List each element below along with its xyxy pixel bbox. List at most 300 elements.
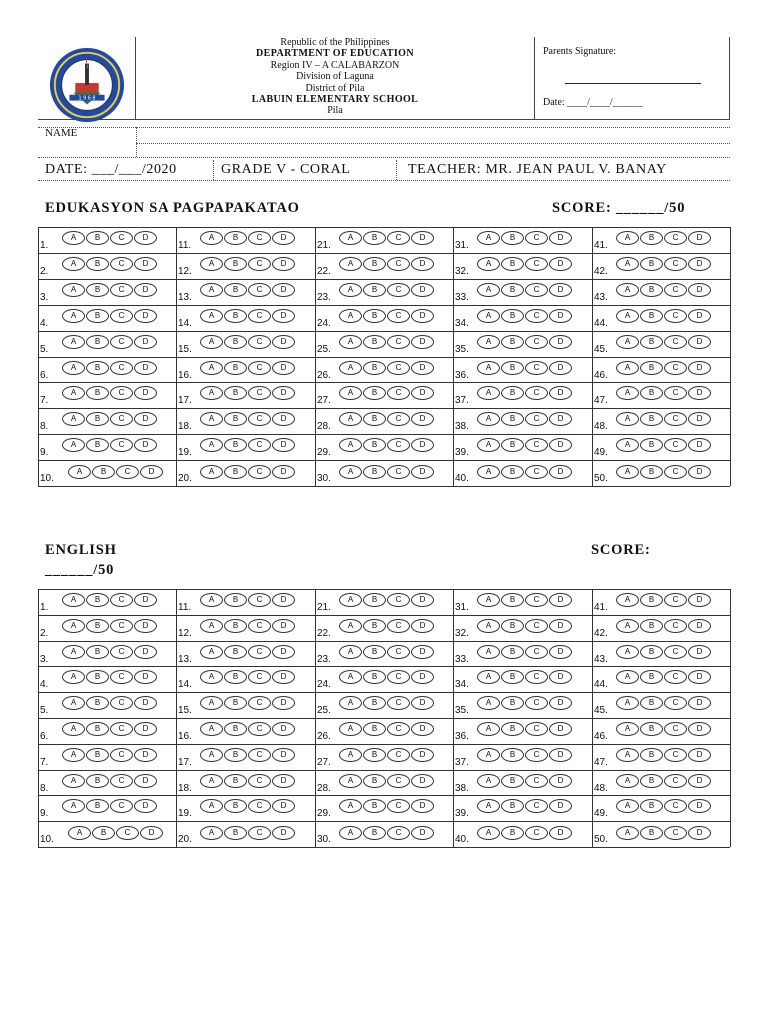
answer-bubble-c[interactable]: C	[387, 335, 410, 349]
answer-bubble-b[interactable]: B	[224, 670, 247, 684]
answer-bubble-a[interactable]: A	[339, 774, 362, 788]
answer-bubble-a[interactable]: A	[200, 231, 223, 245]
answer-bubble-d[interactable]: D	[549, 774, 572, 788]
answer-bubble-d[interactable]: D	[272, 412, 295, 426]
answer-bubble-a[interactable]: A	[616, 386, 639, 400]
answer-bubble-c[interactable]: C	[248, 335, 271, 349]
answer-bubble-d[interactable]: D	[549, 670, 572, 684]
answer-bubble-a[interactable]: A	[62, 593, 85, 607]
answer-bubble-d[interactable]: D	[549, 412, 572, 426]
answer-bubble-c[interactable]: C	[248, 283, 271, 297]
answer-bubble-d[interactable]: D	[411, 696, 434, 710]
answer-bubble-b[interactable]: B	[501, 361, 524, 375]
answer-bubble-a[interactable]: A	[477, 412, 500, 426]
answer-bubble-a[interactable]: A	[339, 619, 362, 633]
answer-bubble-b[interactable]: B	[224, 412, 247, 426]
answer-bubble-d[interactable]: D	[688, 722, 711, 736]
answer-bubble-d[interactable]: D	[549, 231, 572, 245]
answer-bubble-a[interactable]: A	[477, 438, 500, 452]
answer-bubble-c[interactable]: C	[525, 799, 548, 813]
answer-bubble-b[interactable]: B	[363, 438, 386, 452]
answer-bubble-c[interactable]: C	[387, 283, 410, 297]
answer-bubble-d[interactable]: D	[272, 438, 295, 452]
answer-bubble-c[interactable]: C	[525, 696, 548, 710]
answer-bubble-a[interactable]: A	[616, 826, 639, 840]
answer-bubble-b[interactable]: B	[363, 670, 386, 684]
date-field[interactable]: DATE: ___/___/2020	[45, 162, 177, 177]
answer-bubble-c[interactable]: C	[248, 619, 271, 633]
signature-date[interactable]: Date: ____/____/______	[543, 97, 643, 108]
answer-bubble-d[interactable]: D	[272, 361, 295, 375]
answer-bubble-d[interactable]: D	[411, 335, 434, 349]
answer-bubble-c[interactable]: C	[525, 257, 548, 271]
answer-bubble-a[interactable]: A	[339, 361, 362, 375]
answer-bubble-d[interactable]: D	[272, 465, 295, 479]
answer-bubble-d[interactable]: D	[549, 438, 572, 452]
answer-bubble-b[interactable]: B	[224, 645, 247, 659]
answer-bubble-a[interactable]: A	[200, 799, 223, 813]
answer-bubble-d[interactable]: D	[140, 465, 163, 479]
answer-bubble-b[interactable]: B	[363, 696, 386, 710]
answer-bubble-c[interactable]: C	[664, 283, 687, 297]
answer-bubble-d[interactable]: D	[134, 593, 157, 607]
answer-bubble-a[interactable]: A	[339, 670, 362, 684]
answer-bubble-c[interactable]: C	[525, 670, 548, 684]
answer-bubble-c[interactable]: C	[387, 386, 410, 400]
answer-bubble-b[interactable]: B	[363, 257, 386, 271]
answer-bubble-d[interactable]: D	[549, 283, 572, 297]
answer-bubble-a[interactable]: A	[62, 386, 85, 400]
answer-bubble-a[interactable]: A	[62, 257, 85, 271]
answer-bubble-a[interactable]: A	[200, 748, 223, 762]
answer-bubble-d[interactable]: D	[688, 670, 711, 684]
answer-bubble-b[interactable]: B	[224, 361, 247, 375]
answer-bubble-c[interactable]: C	[248, 645, 271, 659]
answer-bubble-d[interactable]: D	[134, 645, 157, 659]
answer-bubble-a[interactable]: A	[339, 645, 362, 659]
answer-bubble-d[interactable]: D	[140, 826, 163, 840]
answer-bubble-b[interactable]: B	[86, 412, 109, 426]
answer-bubble-b[interactable]: B	[224, 774, 247, 788]
answer-bubble-a[interactable]: A	[200, 722, 223, 736]
answer-bubble-d[interactable]: D	[272, 774, 295, 788]
answer-bubble-a[interactable]: A	[200, 257, 223, 271]
answer-bubble-a[interactable]: A	[616, 619, 639, 633]
answer-bubble-b[interactable]: B	[363, 774, 386, 788]
answer-bubble-a[interactable]: A	[616, 335, 639, 349]
answer-bubble-a[interactable]: A	[339, 283, 362, 297]
answer-bubble-c[interactable]: C	[248, 386, 271, 400]
answer-bubble-b[interactable]: B	[224, 465, 247, 479]
answer-bubble-c[interactable]: C	[664, 361, 687, 375]
answer-bubble-a[interactable]: A	[339, 231, 362, 245]
answer-bubble-d[interactable]: D	[134, 335, 157, 349]
answer-bubble-d[interactable]: D	[134, 386, 157, 400]
answer-bubble-c[interactable]: C	[525, 283, 548, 297]
answer-bubble-a[interactable]: A	[339, 696, 362, 710]
answer-bubble-d[interactable]: D	[549, 619, 572, 633]
answer-bubble-d[interactable]: D	[134, 231, 157, 245]
answer-bubble-d[interactable]: D	[134, 799, 157, 813]
answer-bubble-d[interactable]: D	[272, 826, 295, 840]
answer-bubble-d[interactable]: D	[272, 283, 295, 297]
answer-bubble-b[interactable]: B	[640, 696, 663, 710]
answer-bubble-c[interactable]: C	[248, 593, 271, 607]
answer-bubble-c[interactable]: C	[525, 748, 548, 762]
answer-bubble-d[interactable]: D	[688, 799, 711, 813]
answer-bubble-d[interactable]: D	[134, 696, 157, 710]
answer-bubble-c[interactable]: C	[664, 438, 687, 452]
answer-bubble-b[interactable]: B	[501, 670, 524, 684]
answer-bubble-a[interactable]: A	[200, 386, 223, 400]
answer-bubble-a[interactable]: A	[62, 231, 85, 245]
answer-bubble-d[interactable]: D	[688, 826, 711, 840]
answer-bubble-c[interactable]: C	[387, 748, 410, 762]
answer-bubble-a[interactable]: A	[200, 438, 223, 452]
answer-bubble-d[interactable]: D	[688, 438, 711, 452]
answer-bubble-b[interactable]: B	[363, 335, 386, 349]
answer-bubble-d[interactable]: D	[549, 722, 572, 736]
answer-bubble-c[interactable]: C	[664, 722, 687, 736]
answer-bubble-c[interactable]: C	[110, 670, 133, 684]
answer-bubble-a[interactable]: A	[616, 774, 639, 788]
answer-bubble-a[interactable]: A	[477, 465, 500, 479]
answer-bubble-c[interactable]: C	[248, 799, 271, 813]
answer-bubble-b[interactable]: B	[640, 774, 663, 788]
answer-bubble-c[interactable]: C	[248, 670, 271, 684]
answer-bubble-b[interactable]: B	[501, 309, 524, 323]
name-field-line[interactable]	[136, 143, 730, 144]
answer-bubble-c[interactable]: C	[110, 438, 133, 452]
answer-bubble-b[interactable]: B	[86, 283, 109, 297]
answer-bubble-d[interactable]: D	[134, 283, 157, 297]
answer-bubble-c[interactable]: C	[387, 619, 410, 633]
answer-bubble-b[interactable]: B	[363, 593, 386, 607]
answer-bubble-b[interactable]: B	[363, 465, 386, 479]
answer-bubble-b[interactable]: B	[501, 774, 524, 788]
answer-bubble-a[interactable]: A	[616, 748, 639, 762]
answer-bubble-a[interactable]: A	[477, 283, 500, 297]
answer-bubble-b[interactable]: B	[501, 335, 524, 349]
answer-bubble-c[interactable]: C	[110, 748, 133, 762]
answer-bubble-b[interactable]: B	[363, 799, 386, 813]
answer-bubble-b[interactable]: B	[86, 748, 109, 762]
answer-bubble-b[interactable]: B	[640, 386, 663, 400]
answer-bubble-c[interactable]: C	[387, 231, 410, 245]
answer-bubble-b[interactable]: B	[224, 231, 247, 245]
answer-bubble-a[interactable]: A	[200, 283, 223, 297]
answer-bubble-b[interactable]: B	[86, 438, 109, 452]
answer-bubble-b[interactable]: B	[363, 826, 386, 840]
answer-bubble-a[interactable]: A	[616, 670, 639, 684]
answer-bubble-b[interactable]: B	[640, 335, 663, 349]
answer-bubble-d[interactable]: D	[411, 386, 434, 400]
answer-bubble-a[interactable]: A	[616, 231, 639, 245]
answer-bubble-c[interactable]: C	[664, 774, 687, 788]
answer-bubble-b[interactable]: B	[86, 696, 109, 710]
answer-bubble-a[interactable]: A	[339, 335, 362, 349]
answer-bubble-a[interactable]: A	[62, 361, 85, 375]
answer-bubble-b[interactable]: B	[224, 593, 247, 607]
answer-bubble-c[interactable]: C	[525, 722, 548, 736]
answer-bubble-b[interactable]: B	[224, 799, 247, 813]
answer-bubble-a[interactable]: A	[616, 257, 639, 271]
answer-bubble-a[interactable]: A	[477, 593, 500, 607]
answer-bubble-a[interactable]: A	[200, 361, 223, 375]
answer-bubble-a[interactable]: A	[616, 799, 639, 813]
answer-bubble-d[interactable]: D	[411, 619, 434, 633]
answer-bubble-b[interactable]: B	[640, 593, 663, 607]
answer-bubble-a[interactable]: A	[616, 593, 639, 607]
answer-bubble-d[interactable]: D	[272, 309, 295, 323]
answer-bubble-b[interactable]: B	[501, 412, 524, 426]
answer-bubble-c[interactable]: C	[525, 361, 548, 375]
answer-bubble-a[interactable]: A	[62, 645, 85, 659]
answer-bubble-b[interactable]: B	[363, 645, 386, 659]
answer-bubble-d[interactable]: D	[134, 774, 157, 788]
answer-bubble-c[interactable]: C	[248, 696, 271, 710]
answer-bubble-a[interactable]: A	[477, 361, 500, 375]
answer-bubble-c[interactable]: C	[387, 309, 410, 323]
answer-bubble-c[interactable]: C	[110, 257, 133, 271]
answer-bubble-d[interactable]: D	[272, 231, 295, 245]
answer-bubble-c[interactable]: C	[248, 826, 271, 840]
answer-bubble-c[interactable]: C	[387, 774, 410, 788]
answer-bubble-d[interactable]: D	[134, 438, 157, 452]
answer-bubble-b[interactable]: B	[363, 619, 386, 633]
answer-bubble-d[interactable]: D	[688, 774, 711, 788]
answer-bubble-c[interactable]: C	[387, 799, 410, 813]
answer-bubble-a[interactable]: A	[200, 826, 223, 840]
answer-bubble-d[interactable]: D	[549, 465, 572, 479]
answer-bubble-d[interactable]: D	[549, 826, 572, 840]
answer-bubble-d[interactable]: D	[411, 361, 434, 375]
answer-bubble-c[interactable]: C	[525, 593, 548, 607]
answer-bubble-c[interactable]: C	[664, 386, 687, 400]
answer-bubble-b[interactable]: B	[86, 386, 109, 400]
answer-bubble-a[interactable]: A	[68, 465, 91, 479]
answer-bubble-a[interactable]: A	[200, 593, 223, 607]
answer-bubble-a[interactable]: A	[616, 722, 639, 736]
answer-bubble-d[interactable]: D	[688, 619, 711, 633]
answer-bubble-a[interactable]: A	[200, 645, 223, 659]
answer-bubble-c[interactable]: C	[525, 826, 548, 840]
answer-bubble-b[interactable]: B	[86, 774, 109, 788]
answer-bubble-d[interactable]: D	[688, 386, 711, 400]
answer-bubble-a[interactable]: A	[477, 645, 500, 659]
answer-bubble-c[interactable]: C	[664, 826, 687, 840]
answer-bubble-b[interactable]: B	[501, 799, 524, 813]
answer-bubble-a[interactable]: A	[339, 465, 362, 479]
answer-bubble-b[interactable]: B	[363, 412, 386, 426]
answer-bubble-c[interactable]: C	[664, 231, 687, 245]
answer-bubble-d[interactable]: D	[549, 593, 572, 607]
answer-bubble-d[interactable]: D	[411, 670, 434, 684]
answer-bubble-c[interactable]: C	[664, 619, 687, 633]
answer-bubble-b[interactable]: B	[501, 283, 524, 297]
answer-bubble-a[interactable]: A	[339, 748, 362, 762]
answer-bubble-c[interactable]: C	[525, 774, 548, 788]
answer-bubble-d[interactable]: D	[688, 335, 711, 349]
answer-bubble-c[interactable]: C	[248, 412, 271, 426]
answer-bubble-c[interactable]: C	[248, 309, 271, 323]
answer-bubble-d[interactable]: D	[688, 645, 711, 659]
answer-bubble-a[interactable]: A	[62, 670, 85, 684]
answer-bubble-b[interactable]: B	[224, 386, 247, 400]
answer-bubble-d[interactable]: D	[688, 361, 711, 375]
answer-bubble-d[interactable]: D	[411, 309, 434, 323]
answer-bubble-a[interactable]: A	[339, 722, 362, 736]
answer-bubble-d[interactable]: D	[272, 257, 295, 271]
answer-bubble-d[interactable]: D	[549, 799, 572, 813]
answer-bubble-b[interactable]: B	[92, 465, 115, 479]
answer-bubble-d[interactable]: D	[411, 438, 434, 452]
answer-bubble-c[interactable]: C	[387, 670, 410, 684]
answer-bubble-a[interactable]: A	[62, 774, 85, 788]
answer-bubble-c[interactable]: C	[110, 799, 133, 813]
answer-bubble-a[interactable]: A	[616, 412, 639, 426]
answer-bubble-d[interactable]: D	[272, 593, 295, 607]
answer-bubble-d[interactable]: D	[134, 412, 157, 426]
answer-bubble-a[interactable]: A	[200, 696, 223, 710]
answer-bubble-c[interactable]: C	[110, 283, 133, 297]
answer-bubble-c[interactable]: C	[664, 670, 687, 684]
answer-bubble-b[interactable]: B	[640, 645, 663, 659]
answer-bubble-d[interactable]: D	[549, 748, 572, 762]
answer-bubble-d[interactable]: D	[549, 645, 572, 659]
answer-bubble-b[interactable]: B	[86, 309, 109, 323]
answer-bubble-c[interactable]: C	[664, 257, 687, 271]
answer-bubble-a[interactable]: A	[477, 309, 500, 323]
answer-bubble-c[interactable]: C	[387, 696, 410, 710]
answer-bubble-c[interactable]: C	[110, 231, 133, 245]
answer-bubble-a[interactable]: A	[200, 309, 223, 323]
answer-bubble-d[interactable]: D	[134, 722, 157, 736]
answer-bubble-b[interactable]: B	[92, 826, 115, 840]
answer-bubble-a[interactable]: A	[62, 438, 85, 452]
answer-bubble-b[interactable]: B	[224, 438, 247, 452]
answer-bubble-c[interactable]: C	[110, 386, 133, 400]
answer-bubble-c[interactable]: C	[110, 309, 133, 323]
answer-bubble-b[interactable]: B	[86, 231, 109, 245]
answer-bubble-a[interactable]: A	[339, 257, 362, 271]
answer-bubble-a[interactable]: A	[339, 412, 362, 426]
answer-bubble-a[interactable]: A	[477, 748, 500, 762]
answer-bubble-d[interactable]: D	[272, 722, 295, 736]
answer-bubble-c[interactable]: C	[664, 696, 687, 710]
answer-bubble-a[interactable]: A	[62, 619, 85, 633]
answer-bubble-b[interactable]: B	[86, 361, 109, 375]
answer-bubble-a[interactable]: A	[477, 386, 500, 400]
answer-bubble-b[interactable]: B	[224, 335, 247, 349]
answer-bubble-a[interactable]: A	[200, 670, 223, 684]
answer-bubble-d[interactable]: D	[272, 748, 295, 762]
answer-bubble-c[interactable]: C	[110, 774, 133, 788]
answer-bubble-b[interactable]: B	[86, 335, 109, 349]
answer-bubble-b[interactable]: B	[86, 799, 109, 813]
answer-bubble-c[interactable]: C	[664, 335, 687, 349]
answer-bubble-d[interactable]: D	[134, 670, 157, 684]
answer-bubble-c[interactable]: C	[525, 645, 548, 659]
answer-bubble-d[interactable]: D	[549, 335, 572, 349]
answer-bubble-a[interactable]: A	[616, 465, 639, 479]
answer-bubble-c[interactable]: C	[525, 386, 548, 400]
answer-bubble-a[interactable]: A	[339, 438, 362, 452]
answer-bubble-d[interactable]: D	[272, 335, 295, 349]
answer-bubble-b[interactable]: B	[224, 257, 247, 271]
answer-bubble-a[interactable]: A	[339, 826, 362, 840]
answer-bubble-a[interactable]: A	[616, 361, 639, 375]
answer-bubble-a[interactable]: A	[616, 645, 639, 659]
answer-bubble-a[interactable]: A	[477, 257, 500, 271]
answer-bubble-d[interactable]: D	[272, 799, 295, 813]
answer-bubble-d[interactable]: D	[549, 309, 572, 323]
answer-bubble-b[interactable]: B	[501, 465, 524, 479]
answer-bubble-c[interactable]: C	[110, 335, 133, 349]
answer-bubble-d[interactable]: D	[411, 645, 434, 659]
answer-bubble-b[interactable]: B	[363, 386, 386, 400]
answer-bubble-d[interactable]: D	[134, 257, 157, 271]
answer-bubble-a[interactable]: A	[200, 465, 223, 479]
answer-bubble-a[interactable]: A	[200, 774, 223, 788]
answer-bubble-d[interactable]: D	[134, 748, 157, 762]
answer-bubble-c[interactable]: C	[664, 412, 687, 426]
answer-bubble-c[interactable]: C	[525, 619, 548, 633]
answer-bubble-d[interactable]: D	[272, 696, 295, 710]
answer-bubble-b[interactable]: B	[363, 283, 386, 297]
answer-bubble-c[interactable]: C	[248, 231, 271, 245]
answer-bubble-c[interactable]: C	[664, 465, 687, 479]
answer-bubble-a[interactable]: A	[616, 309, 639, 323]
answer-bubble-c[interactable]: C	[248, 361, 271, 375]
answer-bubble-c[interactable]: C	[110, 645, 133, 659]
answer-bubble-d[interactable]: D	[549, 257, 572, 271]
answer-bubble-d[interactable]: D	[411, 748, 434, 762]
answer-bubble-a[interactable]: A	[616, 696, 639, 710]
answer-bubble-c[interactable]: C	[525, 335, 548, 349]
answer-bubble-c[interactable]: C	[525, 412, 548, 426]
answer-bubble-c[interactable]: C	[387, 361, 410, 375]
answer-bubble-d[interactable]: D	[411, 465, 434, 479]
answer-bubble-b[interactable]: B	[501, 438, 524, 452]
answer-bubble-c[interactable]: C	[110, 593, 133, 607]
answer-bubble-d[interactable]: D	[411, 283, 434, 297]
answer-bubble-c[interactable]: C	[525, 231, 548, 245]
answer-bubble-d[interactable]: D	[688, 309, 711, 323]
answer-bubble-b[interactable]: B	[86, 722, 109, 736]
answer-bubble-d[interactable]: D	[411, 231, 434, 245]
answer-bubble-a[interactable]: A	[200, 412, 223, 426]
answer-bubble-d[interactable]: D	[272, 619, 295, 633]
answer-bubble-b[interactable]: B	[224, 283, 247, 297]
answer-bubble-a[interactable]: A	[477, 335, 500, 349]
answer-bubble-a[interactable]: A	[62, 412, 85, 426]
answer-bubble-a[interactable]: A	[339, 309, 362, 323]
answer-bubble-d[interactable]: D	[411, 799, 434, 813]
answer-bubble-b[interactable]: B	[640, 438, 663, 452]
answer-bubble-b[interactable]: B	[363, 722, 386, 736]
answer-bubble-b[interactable]: B	[640, 412, 663, 426]
answer-bubble-c[interactable]: C	[525, 309, 548, 323]
answer-bubble-b[interactable]: B	[363, 361, 386, 375]
answer-bubble-b[interactable]: B	[501, 619, 524, 633]
answer-bubble-b[interactable]: B	[501, 696, 524, 710]
answer-bubble-b[interactable]: B	[501, 645, 524, 659]
answer-bubble-a[interactable]: A	[339, 593, 362, 607]
answer-bubble-b[interactable]: B	[640, 799, 663, 813]
answer-bubble-b[interactable]: B	[640, 722, 663, 736]
answer-bubble-a[interactable]: A	[339, 386, 362, 400]
